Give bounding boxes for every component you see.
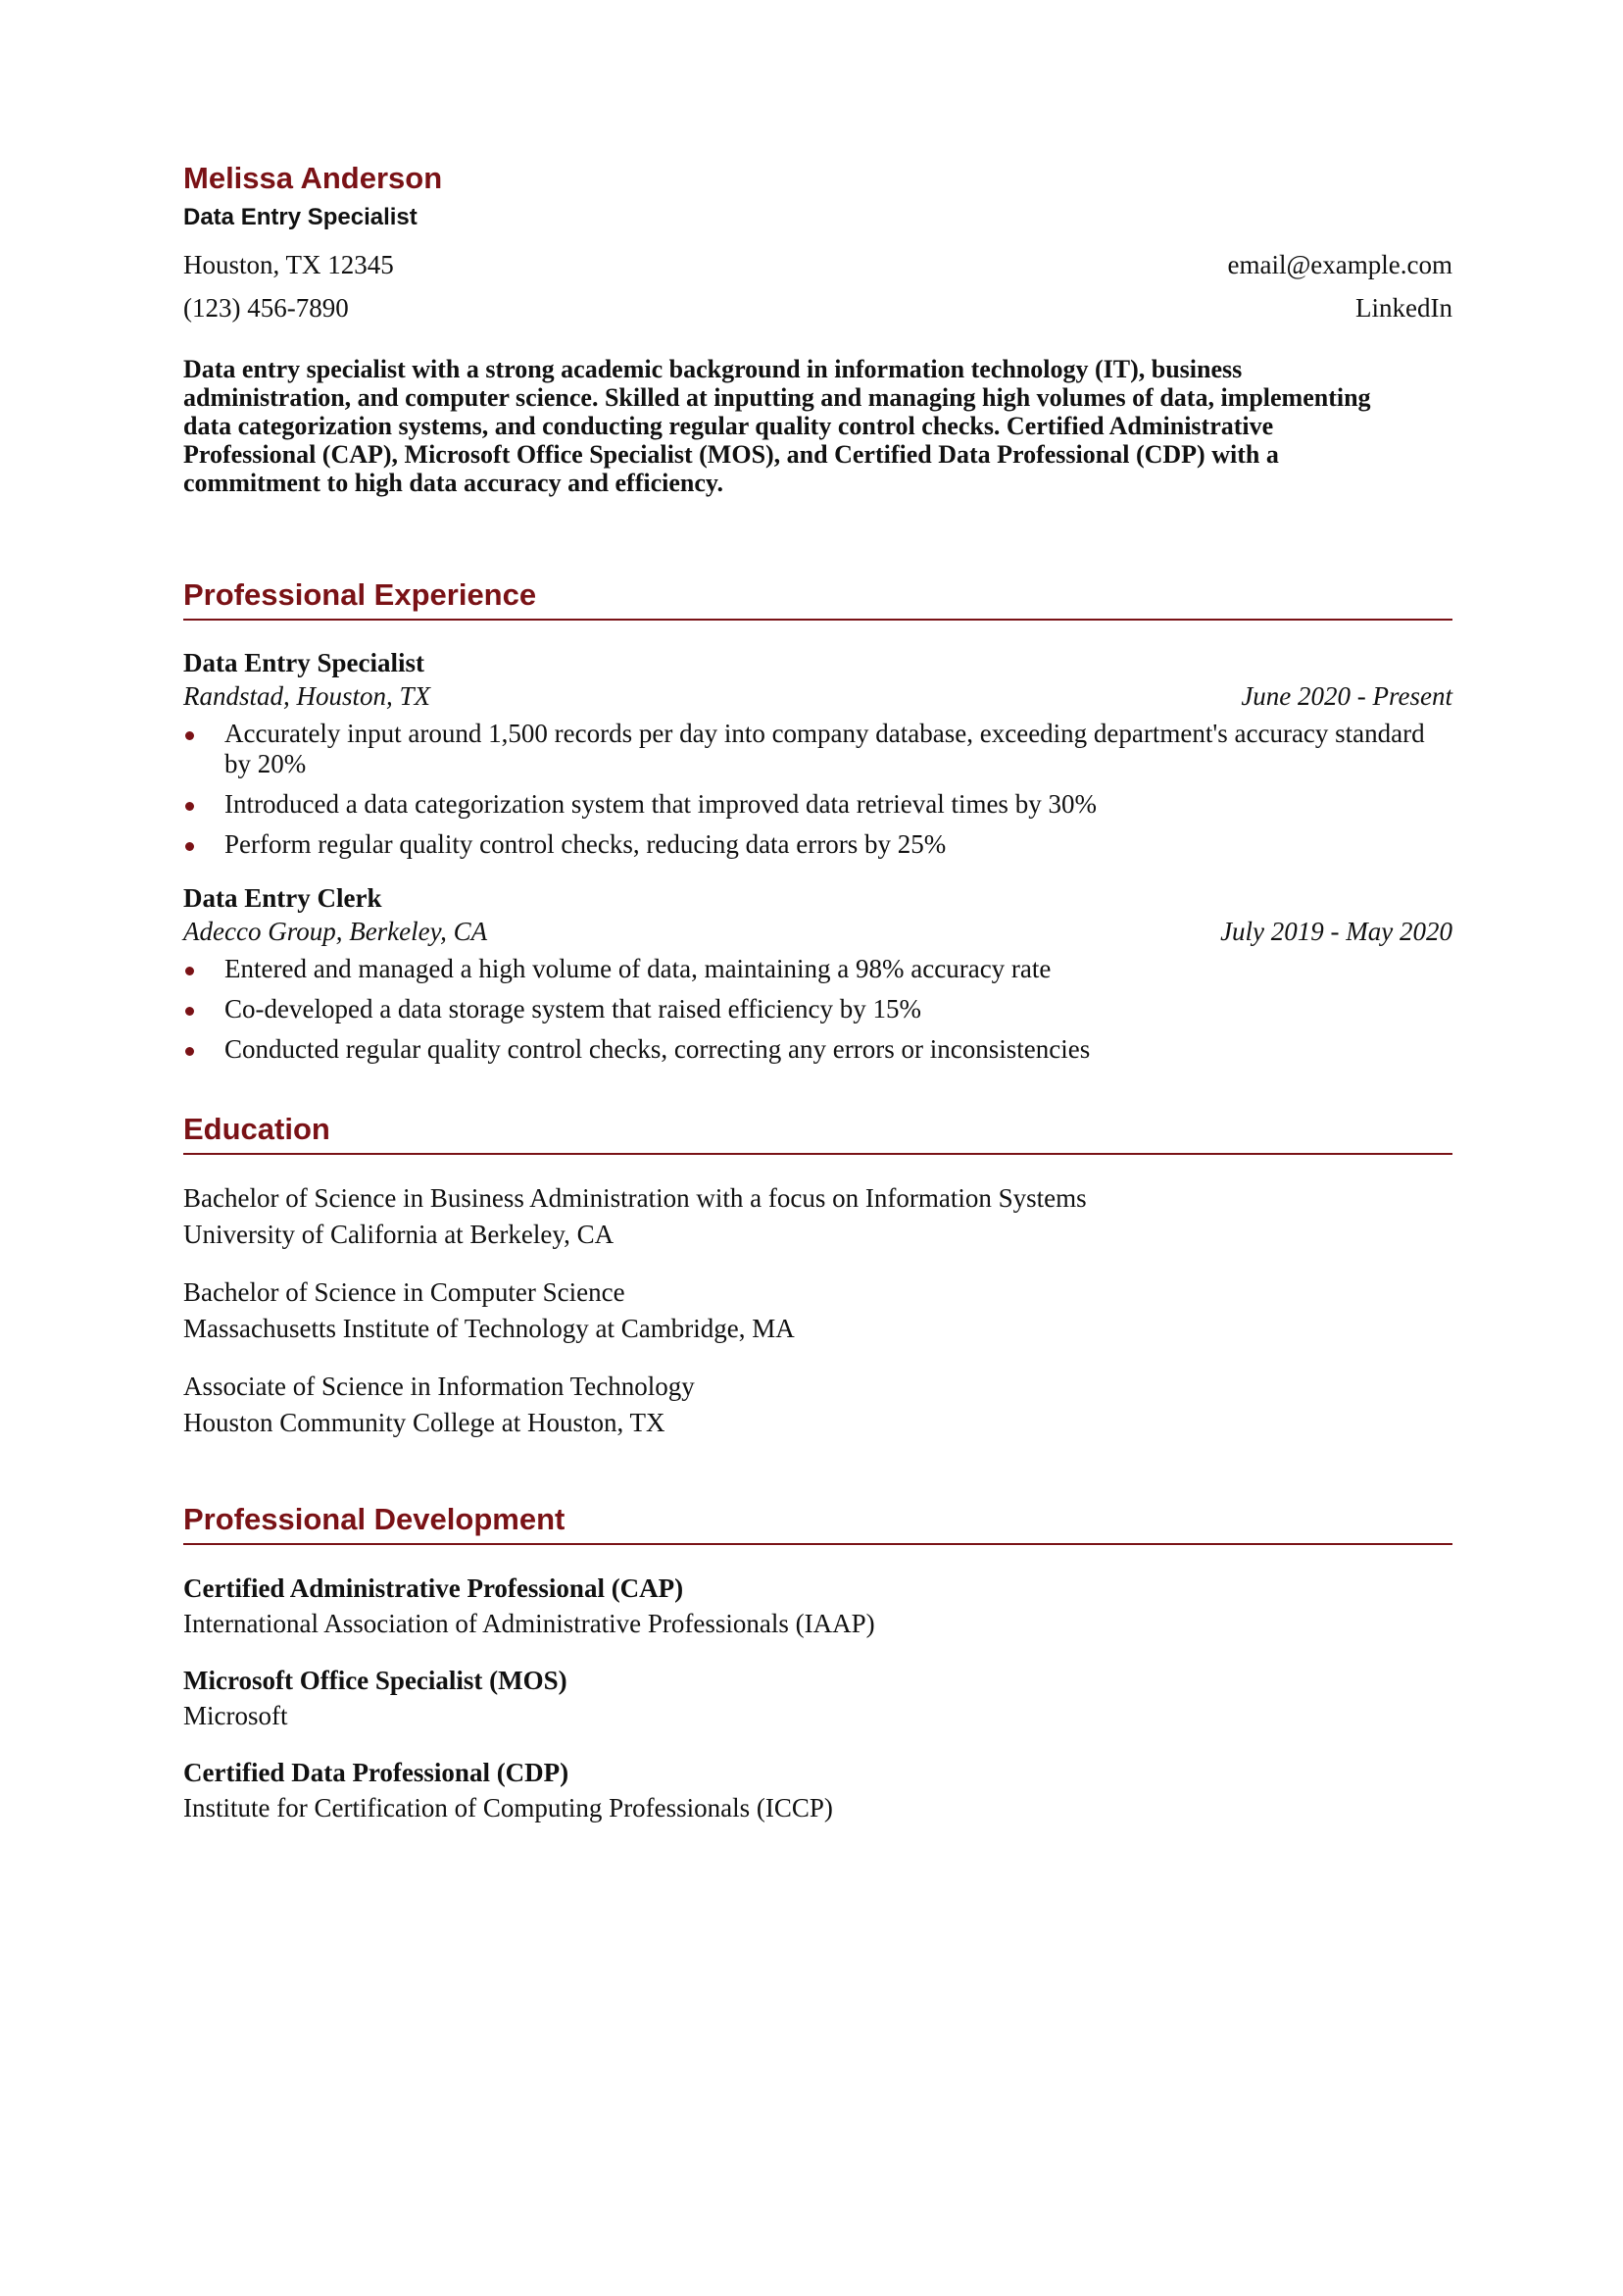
job-bullets	[183, 719, 1452, 860]
email-link[interactable]: email@example.com	[1227, 250, 1452, 279]
bullet-item	[183, 829, 1452, 860]
contact-row-2	[183, 286, 1452, 329]
job-title: Data Entry Specialist	[183, 648, 424, 677]
education-item	[183, 1180, 1452, 1253]
job-company: Randstad, Houston, TX	[183, 681, 431, 711]
job-entry	[183, 646, 1452, 860]
education-list	[183, 1180, 1452, 1441]
job-dates: June 2020 - Present	[1241, 681, 1452, 711]
education-item	[183, 1274, 1452, 1347]
certification-name: Microsoft Office Specialist (MOS)	[183, 1666, 567, 1695]
bullet-dot-icon	[185, 802, 194, 811]
school-name: University of California at Berkeley, CA	[183, 1220, 615, 1249]
degree-name: Bachelor of Science in Computer Science	[183, 1277, 625, 1307]
certification-name: Certified Administrative Professional (CAP)	[183, 1573, 684, 1603]
job-title: Data Entry Clerk	[183, 883, 382, 913]
bullet-text: Introduced a data categorization system that improved data retrieval times by 30%	[224, 789, 1097, 819]
bullet-text: Accurately input around 1,500 records per day into company database, exceeding department's accuracy standard by 20%	[224, 719, 1425, 778]
certification-org: International Association of Administrative Professionals (IAAP)	[183, 1609, 875, 1638]
linkedin-link[interactable]: LinkedIn	[1355, 293, 1452, 323]
professional-summary: Data entry specialist with a strong academic background in information technology (IT), business administration, and computer science. Skilled at inputting and managing high volumes of data, implementing data categorization systems, and conducting regular quality control checks. Certified Administrative Professional (CAP), Microsoft Office Specialist (MOS), and Certified Data Professional (CDP) with a commitment to high data accuracy and efficiency.	[183, 355, 1371, 497]
school-name: Massachusetts Institute of Technology at Cambridge, MA	[183, 1314, 795, 1343]
job-company: Adecco Group, Berkeley, CA	[183, 917, 488, 946]
degree-name: Bachelor of Science in Business Administration with a focus on Information Systems	[183, 1183, 1087, 1213]
bullet-item	[183, 789, 1452, 820]
bullet-text: Perform regular quality control checks, reducing data errors by 25%	[224, 829, 947, 859]
candidate-title: Data Entry Specialist	[183, 204, 418, 230]
certification-list	[183, 1571, 1452, 1825]
experience-heading: Professional Experience	[183, 575, 1452, 621]
location-text: Houston, TX 12345	[183, 250, 394, 279]
bullet-dot-icon	[185, 842, 194, 851]
bullet-dot-icon	[185, 1007, 194, 1016]
job-bullets	[183, 954, 1452, 1065]
certification-item	[183, 1663, 1452, 1733]
contact-info	[183, 243, 1452, 329]
bullet-text: Conducted regular quality control checks, correcting any errors or inconsistencies	[224, 1034, 1091, 1064]
resume-page	[183, 157, 1452, 1825]
bullet-item	[183, 719, 1452, 779]
phone-text: (123) 456-7890	[183, 293, 349, 323]
resume-header	[183, 157, 1452, 329]
contact-row-1	[183, 243, 1452, 286]
bullet-text: Entered and managed a high volume of data, maintaining a 98% accuracy rate	[224, 954, 1052, 983]
certification-org: Institute for Certification of Computing Professionals (ICCP)	[183, 1793, 833, 1822]
job-dates: July 2019 - May 2020	[1220, 917, 1452, 946]
development-heading: Professional Development	[183, 1500, 1452, 1545]
certification-name: Certified Data Professional (CDP)	[183, 1758, 569, 1787]
bullet-dot-icon	[185, 731, 194, 740]
certification-org: Microsoft	[183, 1701, 288, 1730]
job-meta	[183, 915, 1452, 948]
bullet-item	[183, 994, 1452, 1024]
bullet-item	[183, 1034, 1452, 1065]
certification-item	[183, 1571, 1452, 1641]
job-entry	[183, 881, 1452, 1065]
bullet-dot-icon	[185, 967, 194, 975]
candidate-name: Melissa Anderson	[183, 161, 443, 195]
school-name: Houston Community College at Houston, TX	[183, 1408, 665, 1437]
bullet-text: Co-developed a data storage system that raised efficiency by 15%	[224, 994, 922, 1023]
degree-name: Associate of Science in Information Technology	[183, 1372, 695, 1401]
bullet-dot-icon	[185, 1047, 194, 1056]
education-item	[183, 1369, 1452, 1441]
job-meta	[183, 679, 1452, 713]
education-heading: Education	[183, 1110, 1452, 1155]
certification-item	[183, 1755, 1452, 1825]
bullet-item	[183, 954, 1452, 984]
